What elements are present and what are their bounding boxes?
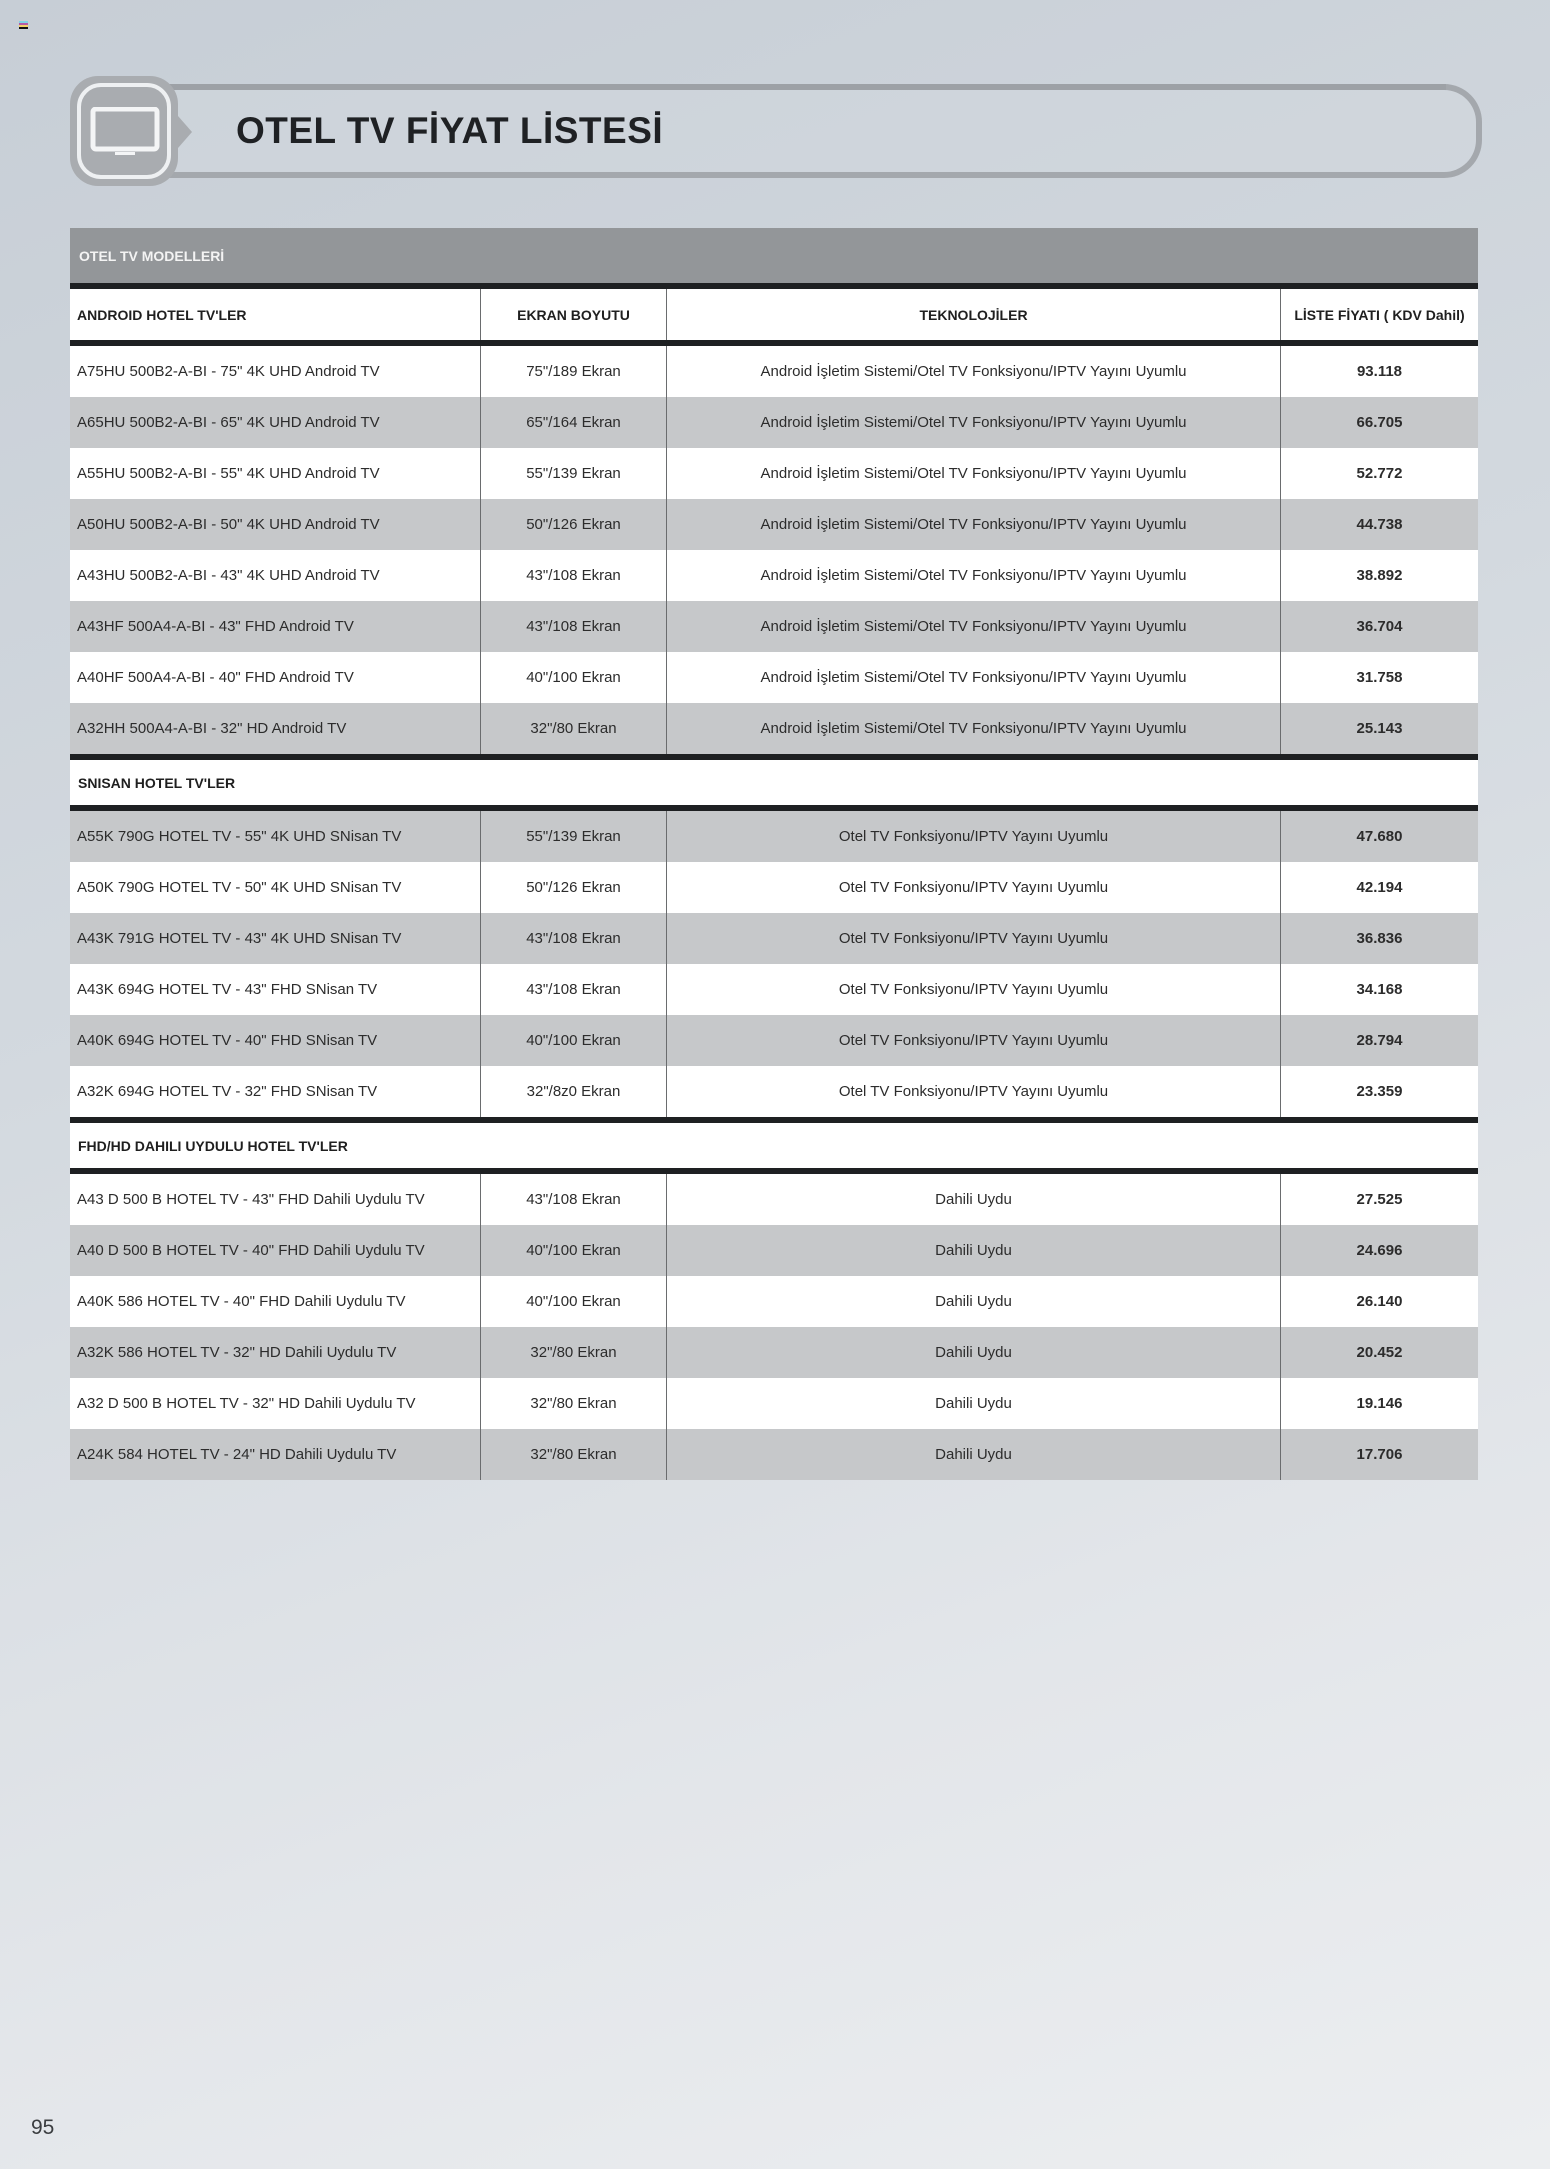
screen-cell: 65"/164 Ekran [480,397,666,448]
tech-cell: Dahili Uydu [666,1225,1280,1276]
tech-cell: Dahili Uydu [666,1174,1280,1225]
model-cell: A40K 586 HOTEL TV - 40" FHD Dahili Uydulu TV [77,1293,406,1310]
tech-cell: Otel TV Fonksiyonu/IPTV Yayını Uyumlu [666,1066,1280,1117]
tech-cell: Android İşletim Sistemi/Otel TV Fonksiyonu/IPTV Yayını Uyumlu [666,397,1280,448]
model-cell: A40K 694G HOTEL TV - 40" FHD SNisan TV [77,1032,378,1049]
price-cell: 20.452 [1280,1327,1478,1378]
table-row [70,1066,1478,1117]
screen-cell: 40"/100 Ekran [480,1015,666,1066]
screen-cell: 40"/100 Ekran [480,1225,666,1276]
tech-cell: Android İşletim Sistemi/Otel TV Fonksiyonu/IPTV Yayını Uyumlu [666,601,1280,652]
screen-cell: 32"/80 Ekran [480,1378,666,1429]
screen-cell: 55"/139 Ekran [480,448,666,499]
table-row [70,448,1478,499]
table-row [70,1225,1478,1276]
tech-cell: Otel TV Fonksiyonu/IPTV Yayını Uyumlu [666,811,1280,862]
page-title: OTEL TV FİYAT LİSTESİ [236,110,664,151]
price-cell: 26.140 [1280,1276,1478,1327]
screen-cell: 43"/108 Ekran [480,550,666,601]
model-cell: A43 D 500 B HOTEL TV - 43" FHD Dahili Uydulu TV [77,1191,425,1208]
tech-cell: Otel TV Fonksiyonu/IPTV Yayını Uyumlu [666,913,1280,964]
tech-cell: Android İşletim Sistemi/Otel TV Fonksiyonu/IPTV Yayını Uyumlu [666,499,1280,550]
table-row [70,397,1478,448]
snisan-section [70,811,1478,1117]
screen-cell: 32"/80 Ekran [480,1327,666,1378]
screen-cell: 32"/80 Ekran [480,703,666,754]
satellite-section [70,1174,1478,1480]
screen-cell: 50"/126 Ekran [480,499,666,550]
table-row [70,499,1478,550]
tech-cell: Otel TV Fonksiyonu/IPTV Yayını Uyumlu [666,964,1280,1015]
price-cell: 52.772 [1280,448,1478,499]
price-cell: 19.146 [1280,1378,1478,1429]
price-cell: 24.696 [1280,1225,1478,1276]
model-cell: A43HF 500A4-A-BI - 43" FHD Android TV [77,618,354,635]
model-cell: A43HU 500B2-A-BI - 43" 4K UHD Android TV [77,567,380,584]
table-row [70,964,1478,1015]
screen-cell: 40"/100 Ekran [480,652,666,703]
table-row [70,601,1478,652]
model-cell: A65HU 500B2-A-BI - 65" 4K UHD Android TV [77,414,380,431]
column-header-row [70,289,1478,340]
badge-pointer [178,116,192,148]
screen-cell: 75"/189 Ekran [480,346,666,397]
price-cell: 28.794 [1280,1015,1478,1066]
model-cell: A32HH 500A4-A-BI - 32" HD Android TV [77,720,347,737]
screen-cell: 50"/126 Ekran [480,862,666,913]
price-cell: 66.705 [1280,397,1478,448]
model-cell: A50HU 500B2-A-BI - 50" 4K UHD Android TV [77,516,380,533]
price-cell: 38.892 [1280,550,1478,601]
screen-cell: 55"/139 Ekran [480,811,666,862]
model-cell: A40HF 500A4-A-BI - 40" FHD Android TV [77,669,354,686]
screen-cell: 43"/108 Ekran [480,964,666,1015]
tech-cell: Otel TV Fonksiyonu/IPTV Yayını Uyumlu [666,862,1280,913]
tech-cell: Dahili Uydu [666,1429,1280,1480]
table-row [70,1327,1478,1378]
tech-cell: Dahili Uydu [666,1276,1280,1327]
section-title-snisan: SNISAN HOTEL TV'LER [70,760,1478,805]
model-cell: A55K 790G HOTEL TV - 55" 4K UHD SNisan TV [77,828,402,845]
table-row [70,1276,1478,1327]
model-cell: A55HU 500B2-A-BI - 55" 4K UHD Android TV [77,465,380,482]
print-registration-mark [19,21,28,30]
model-cell: A43K 694G HOTEL TV - 43" FHD SNisan TV [77,981,378,998]
screen-cell: 43"/108 Ekran [480,601,666,652]
table-row [70,652,1478,703]
price-cell: 23.359 [1280,1066,1478,1117]
table-band-title: OTEL TV MODELLERİ [70,228,1478,283]
tech-cell: Android İşletim Sistemi/Otel TV Fonksiyonu/IPTV Yayını Uyumlu [666,346,1280,397]
tech-cell: Dahili Uydu [666,1378,1280,1429]
tech-cell: Android İşletim Sistemi/Otel TV Fonksiyonu/IPTV Yayını Uyumlu [666,652,1280,703]
model-cell: A32 D 500 B HOTEL TV - 32" HD Dahili Uydulu TV [77,1395,416,1412]
table-row [70,862,1478,913]
price-cell: 25.143 [1280,703,1478,754]
tech-cell: Dahili Uydu [666,1327,1280,1378]
col-header-screen: EKRAN BOYUTU [480,289,666,340]
table-row [70,1174,1478,1225]
price-cell: 31.758 [1280,652,1478,703]
model-cell: A43K 791G HOTEL TV - 43" 4K UHD SNisan TV [77,930,402,947]
table-row [70,703,1478,754]
screen-cell: 43"/108 Ekran [480,1174,666,1225]
price-cell: 44.738 [1280,499,1478,550]
col-header-tech: TEKNOLOJİLER [666,289,1280,340]
model-cell: A40 D 500 B HOTEL TV - 40" FHD Dahili Uydulu TV [77,1242,425,1259]
model-cell: A75HU 500B2-A-BI - 75" 4K UHD Android TV [77,363,380,380]
price-cell: 93.118 [1280,346,1478,397]
tech-cell: Android İşletim Sistemi/Otel TV Fonksiyonu/IPTV Yayını Uyumlu [666,448,1280,499]
col-header-price: LİSTE FİYATI ( KDV Dahil) [1280,289,1478,340]
screen-cell: 32"/80 Ekran [480,1429,666,1480]
model-cell: A32K 694G HOTEL TV - 32" FHD SNisan TV [77,1083,378,1100]
price-cell: 42.194 [1280,862,1478,913]
price-cell: 36.704 [1280,601,1478,652]
table-row [70,1015,1478,1066]
price-cell: 36.836 [1280,913,1478,964]
screen-cell: 43"/108 Ekran [480,913,666,964]
price-table [70,228,1478,1480]
price-cell: 27.525 [1280,1174,1478,1225]
table-row [70,913,1478,964]
price-cell: 17.706 [1280,1429,1478,1480]
col-header-model: ANDROID HOTEL TV'LER [77,306,247,323]
table-row [70,811,1478,862]
screen-cell: 32"/8z0 Ekran [480,1066,666,1117]
table-row [70,346,1478,397]
model-cell: A24K 584 HOTEL TV - 24" HD Dahili Uydulu TV [77,1446,397,1463]
page-number: 95 [31,2116,55,2139]
model-cell: A32K 586 HOTEL TV - 32" HD Dahili Uydulu TV [77,1344,397,1361]
tech-cell: Otel TV Fonksiyonu/IPTV Yayını Uyumlu [666,1015,1280,1066]
section-title-satellite: FHD/HD DAHILI UYDULU HOTEL TV'LER [70,1123,1478,1168]
price-cell: 34.168 [1280,964,1478,1015]
table-row [70,1429,1478,1480]
screen-cell: 40"/100 Ekran [480,1276,666,1327]
tech-cell: Android İşletim Sistemi/Otel TV Fonksiyonu/IPTV Yayını Uyumlu [666,703,1280,754]
table-row [70,1378,1478,1429]
table-row [70,550,1478,601]
tv-icon [90,107,160,157]
tech-cell: Android İşletim Sistemi/Otel TV Fonksiyonu/IPTV Yayını Uyumlu [666,550,1280,601]
model-cell: A50K 790G HOTEL TV - 50" 4K UHD SNisan TV [77,879,402,896]
android-section [70,346,1478,754]
price-cell: 47.680 [1280,811,1478,862]
